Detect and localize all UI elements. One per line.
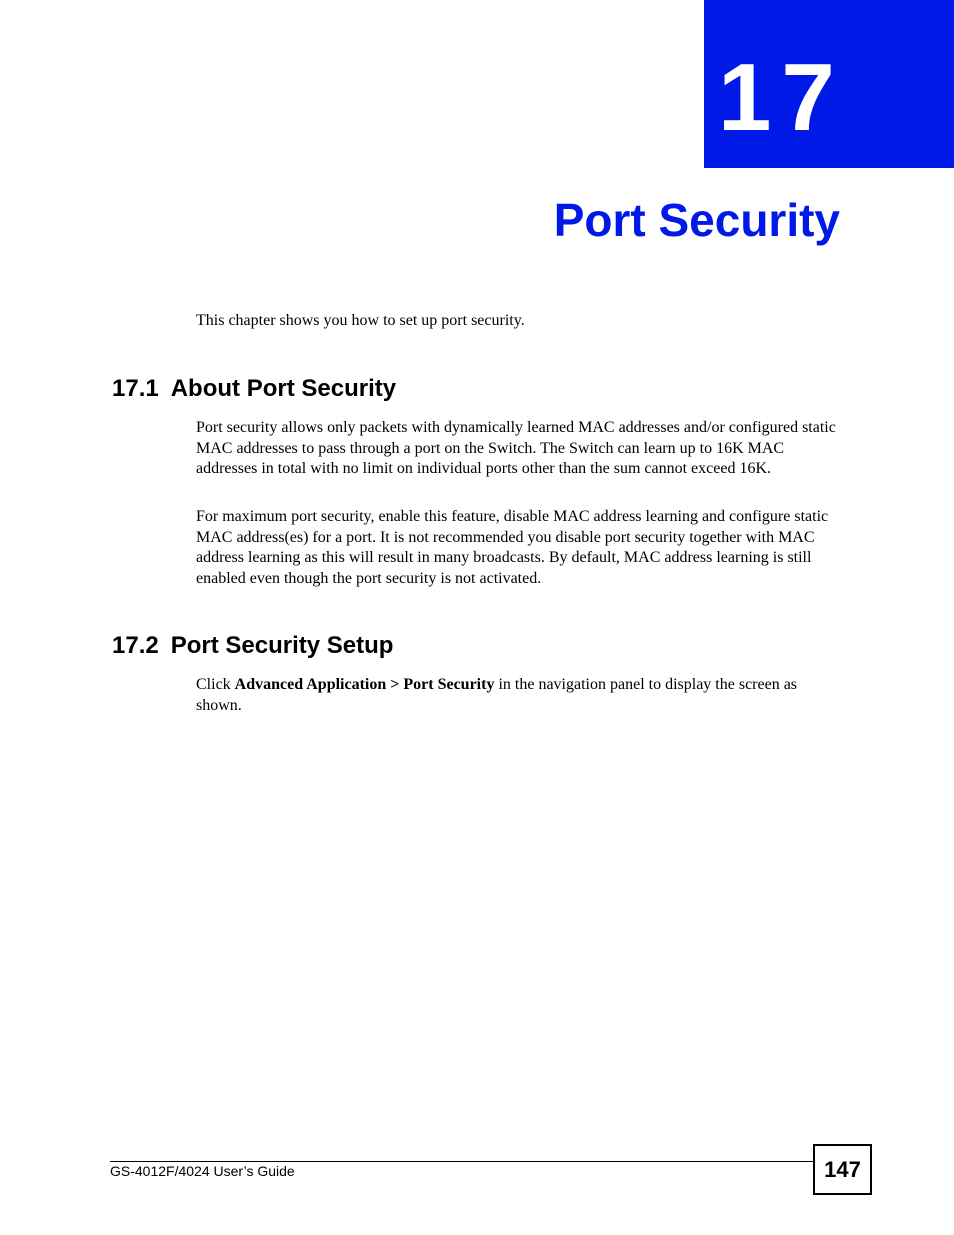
paragraph-about-1: Port security allows only packets with dynamically learned MAC addresses and/or configured static MAC addresses to pass through a port on the Switch. The Switch can learn up to 16K MAC addresses in total with no limit on individual ports other than the sum cannot exceed 16K. xyxy=(196,419,836,477)
chapter-intro: This chapter shows you how to set up port security. xyxy=(196,312,525,329)
chapter-number: 17 xyxy=(718,44,845,151)
section-heading-about xyxy=(112,374,396,404)
instruction-suffix: in the navigation panel to display the screen as shown. xyxy=(196,676,798,714)
paragraph-setup-instruction xyxy=(196,675,844,716)
section-number: 17.1 xyxy=(112,375,159,402)
paragraph-about-2: For maximum port security, enable this feature, disable MAC address learning and configure static MAC address(es) for a port. It is not recommended you disable port security together with MAC address learning as this will result in many broadcasts. By default, MAC address learning is still enabled even though the port security is not activated. xyxy=(196,508,829,587)
chapter-title: Port Security xyxy=(553,194,840,246)
navigation-path: Advanced Application > Port Security xyxy=(234,676,495,693)
instruction-prefix: Click xyxy=(196,676,235,693)
section-title: Port Security Setup xyxy=(170,632,394,659)
section-heading-setup xyxy=(112,631,393,661)
section-number: 17.2 xyxy=(112,632,159,659)
page-number: 147 xyxy=(813,1144,872,1195)
footer-guide-name: GS-4012F/4024 User’s Guide xyxy=(110,1163,295,1179)
section-title: About Port Security xyxy=(170,375,397,402)
chapter-number-box xyxy=(704,0,954,168)
